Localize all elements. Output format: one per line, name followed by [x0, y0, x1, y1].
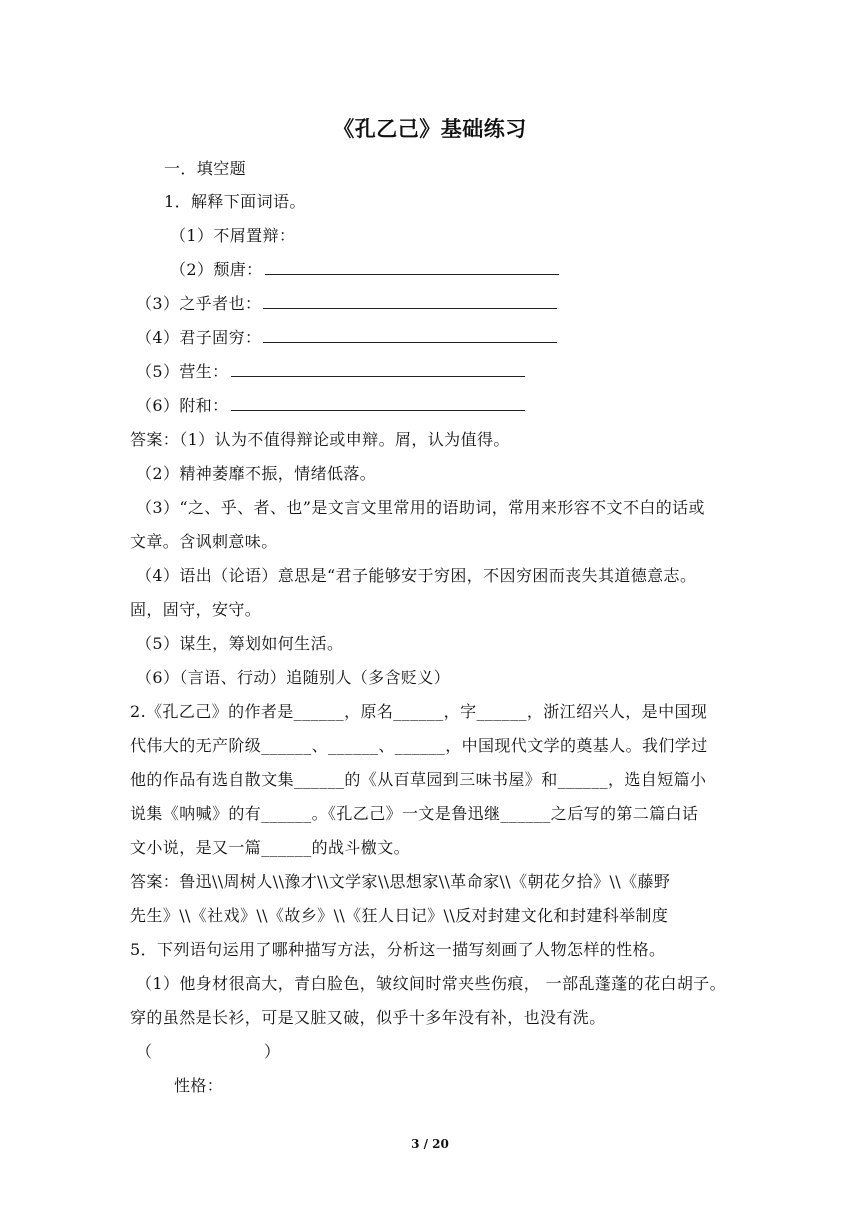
answer-blank: [265, 258, 559, 275]
answer-blank: [263, 326, 557, 343]
answer-blank: [263, 292, 557, 309]
q5-trait-label: 性格：: [174, 1076, 224, 1095]
q1-answer-line: （4）语出（论语）意思是“君子能够安于穷困，不因穷困而丧失其道德意志。: [136, 566, 697, 585]
q5-line: （1）他身材很高大，青白脸色，皱纹间时常夹些伤痕， 一部乱蓬蓬的花白胡子。: [136, 974, 727, 993]
q1-item-1-label: （1）不屑置辩：: [170, 226, 296, 245]
q1-item-6-label: （6）附和：: [136, 396, 229, 415]
q5-paren-close: ）: [264, 1042, 281, 1061]
q1-item-6: [136, 394, 525, 418]
question-5-stem: 5．下列语句运用了哪种描写方法，分析这一描写刻画了人物怎样的性格。: [130, 940, 666, 959]
q1-item-5: [136, 360, 525, 384]
q2-line: 2.《孔乙己》的作者是______，原名______，字______，浙江绍兴人，是中国现: [130, 702, 708, 721]
q1-answer-line: （2）精神萎靡不振，情绪低落。: [136, 464, 377, 483]
q1-answer-line: 文章。含讽刺意味。: [130, 532, 278, 551]
q1-answer-line: （3）“之、乎、者、也”是文言文里常用的语助词，常用来形容不文不白的话或: [136, 498, 705, 517]
q1-answer-line: 答案：（1）认为不值得辩论或申辩。屑，认为值得。: [130, 430, 510, 449]
q1-item-2-label: （2）颓唐：: [170, 260, 263, 279]
q1-item-3-label: （3）之乎者也：: [136, 294, 262, 313]
q1-item-5-label: （5）营生：: [136, 362, 229, 381]
page-number: 3 / 20: [411, 1137, 449, 1151]
q1-item-4-label: （4）君子固穷：: [136, 328, 262, 347]
q2-line: 说集《呐喊》的有______。《孔乙己》一文是鲁迅继______之后写的第二篇白话: [130, 804, 699, 823]
q1-item-2: [170, 258, 559, 282]
q1-item-4: [136, 326, 557, 350]
question-1-stem: 1．解释下面词语。: [164, 192, 306, 211]
q2-line: 他的作品有选自散文集______的《从百草园到三味书屋》和______，选自短篇小: [130, 770, 707, 789]
q2-answer-line: 答案：鲁迅\\周树人\\豫才\\文学家\\思想家\\革命家\\《朝花夕拾》\\《藤野: [130, 872, 671, 891]
q5-line: 穿的虽然是长衫，可是又脏又破，似乎十多年没有补，也没有洗。: [130, 1008, 606, 1027]
q2-answer-line: 先生》\\《社戏》\\《故乡》\\《狂人日记》\\反对封建文化和封建科举制度: [130, 906, 669, 925]
q5-paren-open: （: [136, 1042, 153, 1061]
q2-line: 代伟大的无产阶级______、______、______，中国现代文学的奠基人。我们学过: [130, 736, 708, 755]
q2-line: 文小说，是又一篇______的战斗檄文。: [130, 838, 411, 857]
q1-answer-line: （6）（言语、行动）追随别人（多含贬义）: [136, 668, 451, 687]
q1-answer-line: （5）谋生，筹划如何生活。: [136, 634, 344, 653]
q1-answer-line: 固，固守，安守。: [130, 600, 262, 619]
q1-item-3: [136, 292, 557, 316]
page-title: 《孔乙己》基础练习: [333, 117, 527, 141]
answer-blank: [231, 394, 525, 411]
section-heading: 一．填空题: [164, 159, 247, 178]
answer-blank: [231, 360, 525, 377]
q1-item-1: [170, 224, 295, 248]
